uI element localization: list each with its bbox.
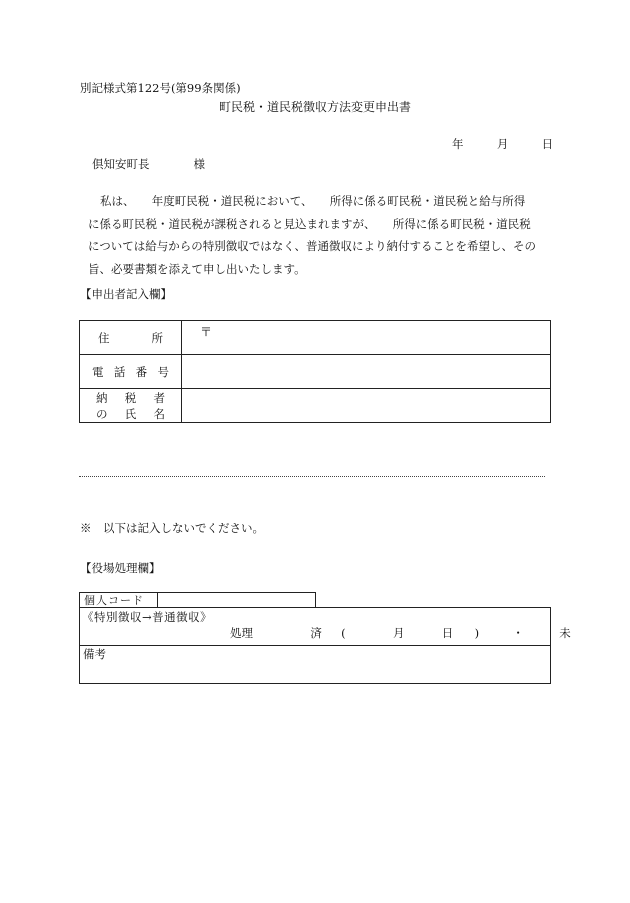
address-label-char: 所 bbox=[151, 330, 163, 345]
date-year: 年 bbox=[452, 137, 464, 151]
applicant-table bbox=[79, 320, 551, 423]
document-title: 町民税・道民税徴収方法変更申出書 bbox=[218, 100, 411, 114]
phone-label-char: 話 bbox=[113, 364, 126, 379]
collection-change-label: 《特別徴収→普通徴収》 bbox=[82, 610, 213, 624]
body-line-1: 私は、 年度町民税・道民税において、 所得に係る町民税・道民税と給与所得 bbox=[100, 194, 526, 208]
processing-status-line bbox=[230, 625, 571, 641]
taxpayer-label-char: 氏 bbox=[124, 406, 137, 421]
status-close-paren: ) bbox=[474, 626, 480, 640]
status-dot: ・ bbox=[512, 626, 524, 640]
office-use-note: ※ 以下は記入しないでください。 bbox=[80, 521, 264, 535]
postal-mark: 〒 bbox=[200, 325, 213, 339]
status-done: 済 bbox=[310, 626, 322, 640]
taxpayer-label-char: の bbox=[96, 406, 108, 421]
office-box-divider bbox=[80, 645, 550, 646]
taxpayer-name-input-cell[interactable] bbox=[182, 389, 551, 423]
remarks-label: 備考 bbox=[83, 647, 106, 661]
addressee-honorific: 様 bbox=[193, 157, 205, 171]
taxpayer-label-char: 名 bbox=[153, 406, 165, 421]
address-input-cell[interactable] bbox=[182, 321, 551, 355]
phone-label-char: 番 bbox=[135, 364, 148, 379]
date-day: 日 bbox=[541, 137, 554, 151]
dotted-separator bbox=[79, 476, 545, 477]
phone-input-cell[interactable] bbox=[182, 355, 551, 389]
taxpayer-label-char: 者 bbox=[153, 390, 165, 405]
body-text bbox=[88, 190, 550, 280]
phone-label-cell bbox=[80, 355, 182, 389]
taxpayer-label-char: 納 bbox=[96, 390, 108, 405]
body-line-2: に係る町民税・道民税が課税されると見込まれますが、 所得に係る町民税・道民税 bbox=[88, 216, 531, 231]
address-label-char: 住 bbox=[98, 330, 110, 345]
office-section-heading: 【役場処理欄】 bbox=[80, 561, 161, 575]
status-processing: 処理 bbox=[230, 626, 253, 640]
address-label-cell bbox=[80, 321, 182, 355]
date-line bbox=[452, 136, 553, 152]
body-line-4: 旨、必要書類を添えて申し出いたします。 bbox=[88, 261, 306, 276]
personal-code-box bbox=[79, 592, 316, 608]
phone-label-char: 号 bbox=[157, 364, 169, 379]
applicant-section-heading: 【申出者記入欄】 bbox=[80, 287, 172, 301]
taxpayer-name-label-cell bbox=[80, 389, 182, 423]
date-month: 月 bbox=[496, 137, 509, 151]
form-number: 別記様式第122号(第99条関係) bbox=[80, 81, 241, 95]
addressee-mayor: 倶知安町長 bbox=[92, 157, 150, 171]
phone-label-char: 電 bbox=[92, 364, 104, 379]
body-line-3: については給与からの特別徴収ではなく、普通徴収により納付することを希望し、その bbox=[88, 239, 537, 253]
personal-code-label: 個人コード bbox=[80, 593, 158, 608]
addressee bbox=[92, 156, 205, 172]
status-open-paren: ( bbox=[341, 626, 346, 640]
status-month: 月 bbox=[392, 626, 405, 640]
taxpayer-label-char: 税 bbox=[124, 390, 137, 405]
status-pending: 未 bbox=[559, 626, 571, 640]
status-day: 日 bbox=[441, 626, 454, 640]
